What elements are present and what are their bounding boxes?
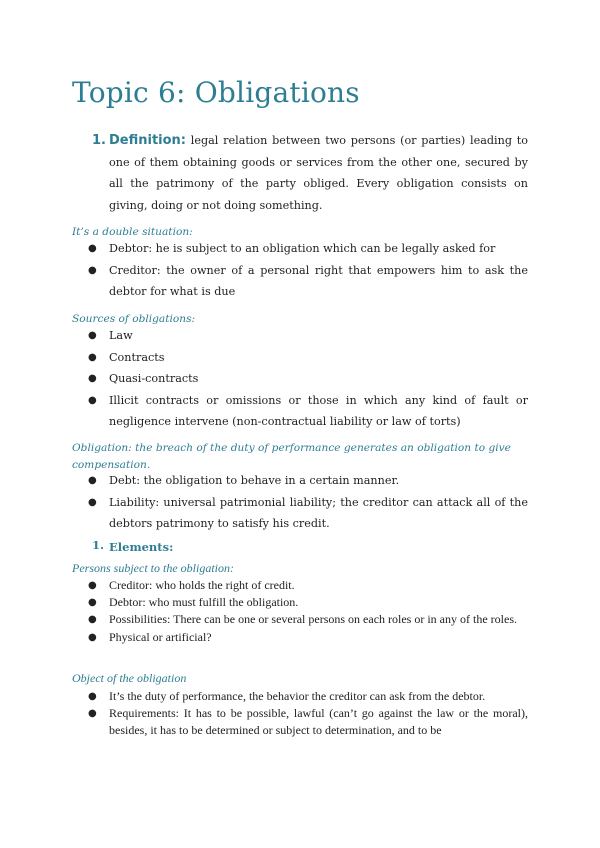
definition-term: Definition: [109,133,187,148]
definition-item [92,130,528,216]
list-item: ● Creditor: who holds the right of credit. [72,577,528,594]
bullet-icon: ● [88,597,97,609]
bullet-icon: ● [88,394,97,406]
bullet-icon: ● [88,580,97,591]
list-item: ● Quasi-contracts [72,368,528,390]
obligation-breach-list [72,470,528,535]
list-item: ● Liability: universal patrimonial liability; the creditor can attack all of the debtors patrimony to satisfy his credit. [72,492,528,535]
obligation-breach-heading: Obligation: the breach of the duty of performance generates an obligation to give compensation. [72,442,511,471]
bullet-icon: ● [88,351,97,363]
bullet-icon: ● [88,708,97,720]
elements-term: Elements: [109,540,174,554]
object-heading: Object of the obligation [72,671,187,685]
elements-item [92,535,528,558]
persons-heading: Persons subject to the obligation: [72,561,234,575]
sources-list [72,325,528,433]
double-situation-heading: It’s a double situation: [72,226,193,238]
bullet-icon: ● [88,631,97,643]
bullet-icon: ● [88,614,97,626]
bullet-icon: ● [88,373,97,384]
list-item: ● Possibilities: There can be one or several persons on each roles or in any of the roles. [72,611,528,628]
double-situation-list [72,238,528,303]
list-item: ● Illicit contracts or omissions or those in which any kind of fault or negligence intervene (non-contractual liability or law of torts) [72,390,528,433]
sources-heading: Sources of obligations: [72,313,196,325]
list-item: ● Requirements: It has to be possible, lawful (can’t go against the law or the moral), besides, it has to be determined or subject to determination, and to be [88,706,528,738]
list-item: ● Debtor: who must fulfill the obligation. [72,594,528,611]
object-list [72,688,528,740]
bullet-icon: ● [88,691,97,702]
bullet-icon: ● [88,264,97,276]
list-item: ● Debtor: he is subject to an obligation which can be legally asked for [72,238,528,260]
list-item: ● Physical or artificial? [72,629,528,646]
bullet-icon: ● [88,330,97,341]
list-item: ● Debt: the obligation to behave in a certain manner. [72,470,528,492]
definition-text: legal relation between two persons (or parties) leading to one of them obtaining goods or services from the other one, secured by all the patrimony of the party obliged. Every obligation consists on giving, doing or not doing something. [109,134,528,212]
list-item: ● Creditor: the owner of a personal right that empowers him to ask the debtor for what is due [72,260,528,303]
definition-number: 1. [92,133,106,148]
list-item: ● Contracts [72,347,528,369]
list-item: ● It’s the duty of performance, the behavior the creditor can ask from the debtor. [72,688,528,705]
bullet-icon: ● [88,475,97,486]
page-title: Topic 6: Obligations [72,76,360,109]
list-item: ● Law [72,325,528,347]
persons-list [72,577,528,646]
bullet-icon: ● [88,496,97,508]
elements-number: 1. [92,538,105,552]
bullet-icon: ● [88,243,97,254]
